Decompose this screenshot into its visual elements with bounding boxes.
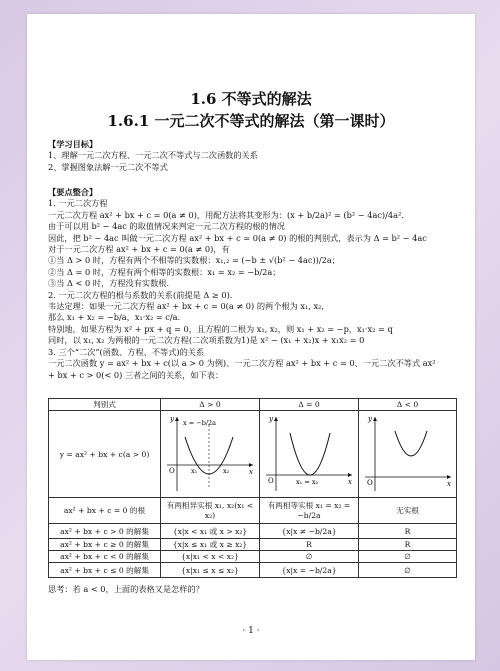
table-row	[49, 563, 457, 578]
table-row	[49, 498, 457, 524]
key-line: 2. 一元二次方程的根与系数的关系(前提是 Δ ≥ 0).	[48, 289, 233, 300]
graph-row	[49, 411, 457, 498]
function-label: y = ax² + bx + c(a > 0)	[49, 411, 161, 498]
parabola-two-roots-graph	[163, 411, 257, 495]
main-title: 1.6 不等式的解法	[190, 90, 312, 108]
cell: 有两相等实根 x₁ = x₂ = −b/2a	[260, 498, 359, 524]
origin-label: O	[268, 477, 274, 485]
goals-heading: 【学习目标】	[48, 139, 98, 149]
key-line: ②当 Δ = 0 时，方程有两个相等的实数根：x₁ = x₂ = −b/2a；	[48, 266, 281, 277]
origin-label: O	[367, 479, 373, 487]
root-x1-label: x₁	[191, 467, 198, 475]
cell: R	[359, 524, 457, 539]
cell: {x|x₁ ≤ x ≤ x₂}	[161, 563, 260, 578]
cell: {x|x ≤ x₁ 或 x ≥ x₂}	[161, 539, 260, 551]
root-x2-label: x₂	[223, 467, 230, 475]
origin-label: O	[169, 467, 175, 475]
cell: 无实根	[359, 498, 457, 524]
graph-cell-delta-zero	[260, 411, 359, 498]
cell: R	[260, 539, 359, 551]
cell: R	[359, 539, 457, 551]
goal-item: 1、理解一元二次方程、一元二次不等式与二次函数的关系	[48, 150, 258, 161]
key-line: 对于一元二次方程 ax² + bx + c = 0(a ≠ 0)，有	[48, 244, 230, 255]
table-header-row	[49, 399, 457, 411]
cell: {x|x ≠ −b/2a}	[260, 524, 359, 539]
goal-item: 2、掌握图象法解一元二次不等式	[48, 161, 168, 172]
x-axis-label: x	[447, 480, 451, 488]
graph-cell-delta-negative	[359, 411, 457, 498]
key-line: 同时，以 x₁, x₂ 为两根的一元二次方程(二次项系数为1)是 x² − (x₁ + x₂)x + x₁x₂ = 0	[48, 335, 365, 346]
header-cell: Δ > 0	[161, 399, 260, 411]
cell: {x|x < x₁ 或 x > x₂}	[161, 524, 260, 539]
table-row	[49, 524, 457, 539]
key-line: 由于可以用 b² − 4ac 的取值情况来判定一元二次方程的根的情况	[48, 221, 285, 232]
key-line: ①当 Δ > 0 时，方程有两个不相等的实数根：x₁,₂ = (−b ± √(b² − 4ac))/2a；	[48, 255, 340, 266]
cell: ∅	[359, 551, 457, 563]
row-label: ax² + bx + c ≤ 0 的解集	[49, 563, 161, 578]
cell: 有两相异实根 x₁, x₂(x₁ < x₂)	[161, 498, 260, 524]
table-row	[49, 551, 457, 563]
cell: {x|x₁ < x < x₂}	[161, 551, 260, 563]
table-row	[49, 539, 457, 551]
parabola-no-root-graph	[361, 411, 455, 495]
y-axis-label: y	[269, 415, 273, 423]
cell: ∅	[260, 551, 359, 563]
key-line: 因此，把 b² − 4ac 叫做一元二次方程 ax² + bx + c = 0(a ≠ 0) 的根的判别式，表示为 Δ = b² − 4ac	[48, 232, 427, 243]
key-heading: 【要点整合】	[48, 187, 98, 197]
header-cell: Δ = 0	[260, 399, 359, 411]
row-label: ax² + bx + c > 0 的解集	[49, 524, 161, 539]
y-axis-label: y	[170, 415, 174, 423]
row-label: ax² + bx + c = 0 的根	[49, 498, 161, 524]
x-axis-label: x	[348, 478, 352, 486]
page-number: · 1 ·	[242, 626, 260, 636]
document-page	[27, 14, 475, 660]
header-cell: 判别式	[49, 399, 161, 411]
row-label: ax² + bx + c < 0 的解集	[49, 551, 161, 563]
row-label: ax² + bx + c ≥ 0 的解集	[49, 539, 161, 551]
double-root-label: x₁ = x₂	[296, 478, 319, 486]
key-line: 那么 x₁ + x₂ = −b/a，x₁·x₂ = c/a.	[48, 312, 181, 323]
thinking-question: 思考：若 a < 0，上面的表格又是怎样的？	[48, 584, 204, 594]
relationship-table	[48, 398, 457, 578]
cell: ∅	[359, 563, 457, 578]
key-line: 特别地，如果方程为 x² + px + q = 0，且方程的二根为 x₁, x₂，则 x₁ + x₂ = −p，x₁·x₂ = q	[48, 323, 393, 334]
x-axis-label: x	[249, 468, 253, 476]
key-line: 3. 三个“二次”(函数、方程、不等式)的关系	[48, 346, 205, 357]
symmetry-axis-label: x = −b/2a	[183, 419, 217, 427]
key-line: 一元二次函数 y = ax² + bx + c(以 a > 0 为例)、一元二次方程 ax² + bx + c = 0、一元二次不等式 ax²	[48, 358, 436, 369]
key-line: 1. 一元二次方程	[48, 198, 108, 209]
key-line: 一元二次方程 ax² + bx + c = 0(a ≠ 0)，用配方法将其变形为：(x + b/2a)² = (b² − 4ac)/4a².	[48, 209, 404, 220]
key-line: + bx + c > 0(< 0) 三者之间的关系，如下表：	[48, 369, 224, 380]
cell: {x|x = −b/2a}	[260, 563, 359, 578]
header-cell: Δ < 0	[359, 399, 457, 411]
graph-cell-delta-positive	[161, 411, 260, 498]
y-axis-label: y	[368, 415, 372, 423]
key-line: 韦达定理：如果一元二次方程 ax² + bx + c = 0(a ≠ 0) 的两个根为 x₁, x₂,	[48, 301, 324, 312]
key-section	[48, 187, 436, 381]
key-line: ③当 Δ < 0 时，方程没有实数根.	[48, 278, 170, 289]
sub-title: 1.6.1 一元二次不等式的解法（第一课时）	[107, 112, 395, 130]
parabola-double-root-graph	[262, 411, 356, 495]
goals-section	[48, 139, 258, 173]
